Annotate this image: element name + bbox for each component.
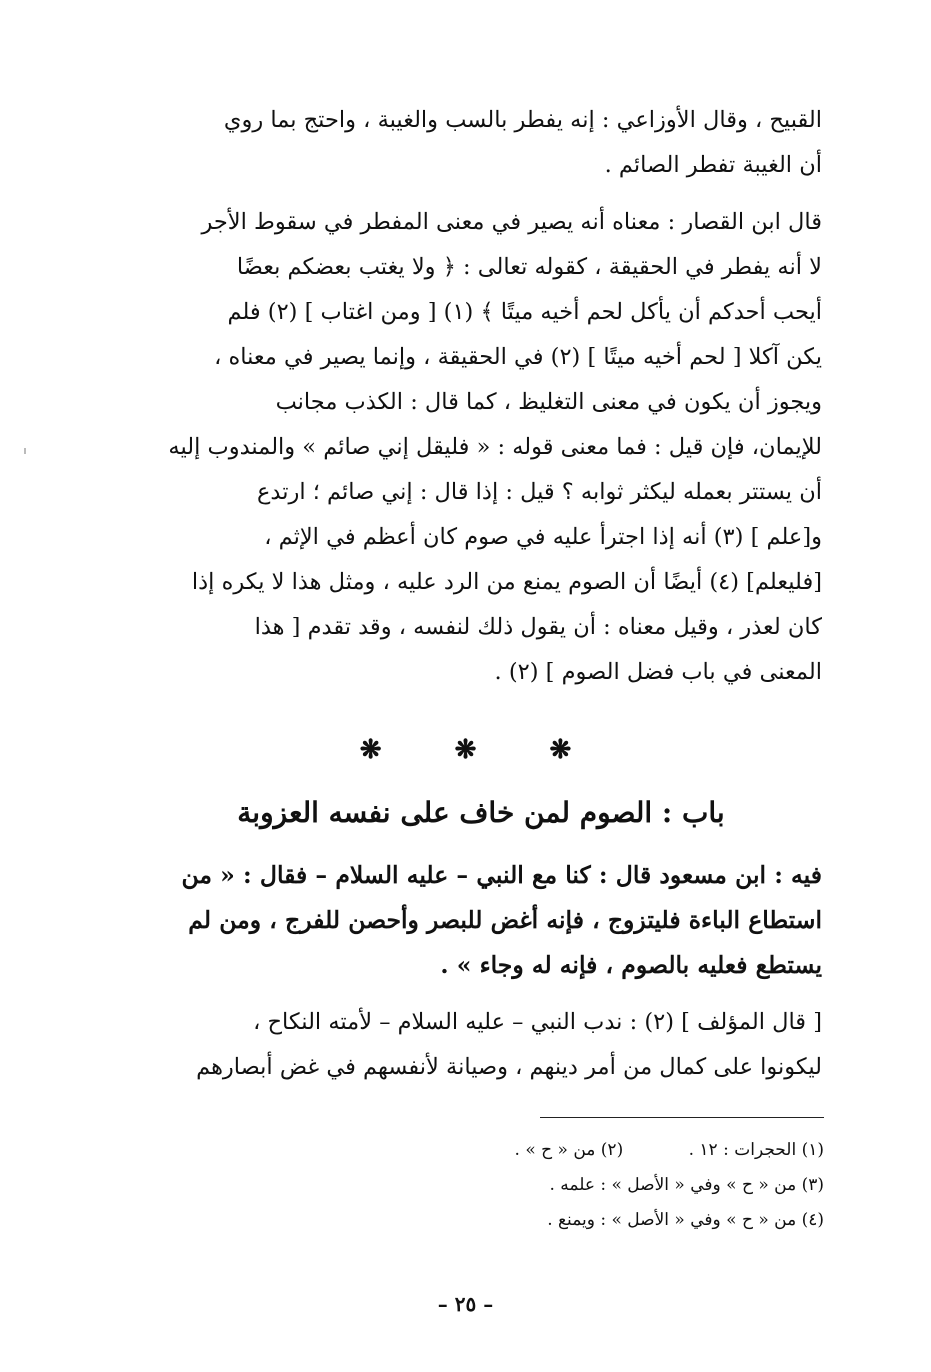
text-line: أن الغيبة تفطر الصائم . (604, 152, 822, 178)
footnotes (380, 1133, 824, 1238)
paragraph-4 (140, 1000, 822, 1090)
star-ornament-icon: ❋ (549, 735, 572, 765)
footnote-divider (540, 1117, 824, 1118)
text-line: و[علم ] (٣) أنه إذا اجترأ عليه في صوم كان أعظم في الإثم ، (264, 524, 822, 550)
text-line: القبيح ، وقال الأوزاعي : إنه يفطر بالسب والغيبة ، واحتج بما روي (223, 107, 822, 133)
paragraph-1 (140, 98, 822, 188)
section-separator (0, 735, 931, 775)
star-ornament-icon: ❋ (359, 735, 382, 765)
paragraph-2 (140, 200, 822, 695)
footnote-1: (١) الحجرات : ١٢ . (688, 1140, 824, 1160)
footnote-row (380, 1203, 824, 1238)
text-line: يستطع فعليه بالصوم ، فإنه له وجاء » . (440, 951, 822, 979)
text-line: المعنى في باب فضل الصوم ] (٢) . (494, 659, 822, 685)
text-line: يكن آكلا [ لحم أخيه ميتًا ] (٢) في الحقيقة ، وإنما يصير في معناه ، (214, 344, 822, 370)
text-line: أيحب أحدكم أن يأكل لحم أخيه ميتًا ﴾ (١) [ ومن اغتاب ] (٢) فلم (227, 299, 822, 325)
footnote-2: (٢) من « ح » . (514, 1140, 624, 1160)
text-line: فيه : ابن مسعود قال : كنا مع النبي – عليه السلام – فقال : « من (181, 861, 822, 889)
star-ornament-icon: ❋ (454, 735, 477, 765)
text-line: ليكونوا على كمال من أمر دينهم ، وصيانة لأنفسهم في غض أبصارهم (196, 1054, 822, 1080)
footnote-row (380, 1133, 824, 1168)
scan-mark (24, 448, 26, 454)
footnote-3: (٣) من « ح » وفي « الأصل » : علمه . (549, 1175, 824, 1195)
text-line: [ قال المؤلف ] (٢) : ندب النبي – عليه السلام – لأمته النكاح ، (253, 1009, 822, 1035)
text-line: قال ابن القصار : معناه أنه يصير في معنى المفطر في سقوط الأجر (201, 209, 822, 235)
text-line: لا أنه يفطر في الحقيقة ، كقوله تعالى : ﴿ ولا يغتب بعضكم بعضًا (236, 254, 822, 280)
hadith-paragraph (140, 853, 822, 988)
text-line: أن يستتر بعمله ليكثر ثوابه ؟ قيل : إذا قال : إني صائم ؛ ارتدع (256, 479, 822, 505)
text-line: ويجوز أن يكون في معنى التغليظ ، كما قال : الكذب مجانب (275, 389, 822, 415)
page-number: – ٢٥ – (437, 1292, 494, 1316)
text-line: [فليعلم] (٤) أيضًا أن الصوم يمنع من الرد عليه ، ومثل هذا لا يكره إذا (191, 569, 822, 595)
chapter-heading: باب : الصوم لمن خاف على نفسه العزوبة (237, 796, 725, 829)
text-line: للإيمان، فإن قيل : فما معنى قوله : « فليقل إني صائم » والمندوب إليه (168, 434, 822, 460)
footnote-4: (٤) من « ح » وفي « الأصل » : ويمنع . (547, 1210, 824, 1230)
text-line: كان لعذر ، وقيل معناه : أن يقول ذلك لنفسه ، وقد تقدم [ هذا (254, 614, 822, 640)
footnote-row (380, 1168, 824, 1203)
text-line: استطاع الباءة فليتزوج ، فإنه أغض للبصر وأحصن للفرج ، ومن لم (188, 906, 822, 934)
